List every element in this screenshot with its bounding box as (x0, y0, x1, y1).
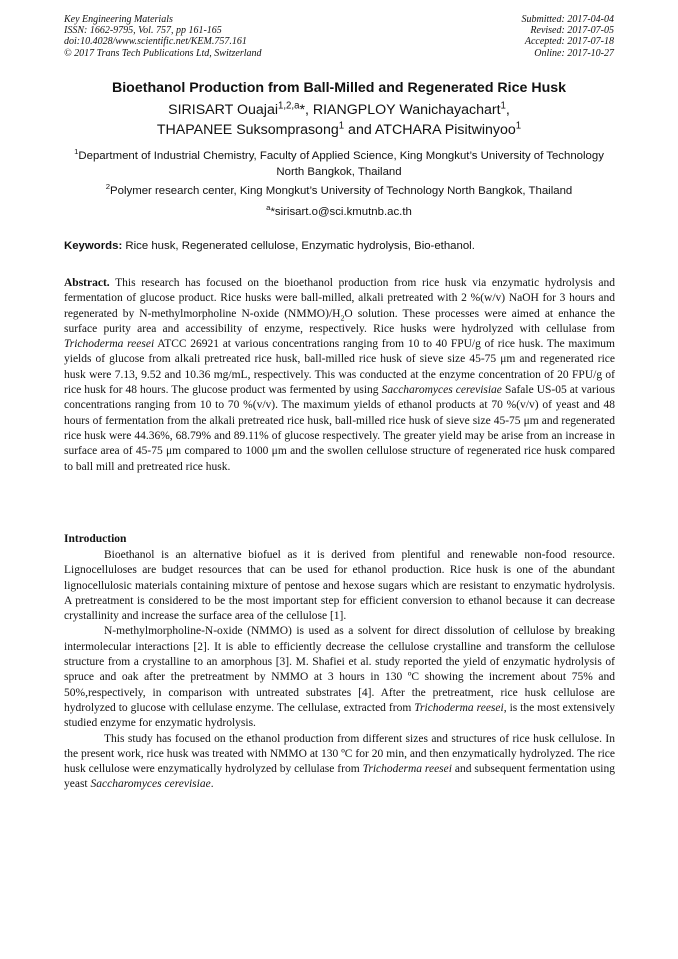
author-1-affil: 1,2,a (278, 100, 300, 112)
author-separator: , (505, 102, 510, 118)
abstract-species-2: Saccharomyces cerevisiae (381, 384, 502, 397)
author-line-1 (0, 101, 678, 121)
intro-p2-text-2: , is the most extensively studied enzyme for enzymatic hydrolysis. (64, 701, 616, 730)
corresponding-mark: *, (299, 102, 313, 118)
paper-title: Bioethanol Production from Ball-Milled and Regenerated Rice Husk (111, 80, 567, 96)
abstract-text-4: Safale US-05 at various concentrations ranging from 10 to 70 %(v/v). The maximum yields of ethanol products at 70 %(v/v) of yeast and 48 hours of fermentation from the alkali pretreated rice husk, ball-milled rice husk of sieve size 45-75 μm and regenerated rice husk were 44.36%, 68.79% and 89.11% of glucose respectively. The greater yield may be arise from an increase in surface area of 45-75 μm compared to 1000 μm and the swollen cellulose structure of regenerated rice husk compared to ball mill and pretreated rice husk. (64, 384, 615, 473)
issn-line: ISSN: 1662-9795, Vol. 757, pp 161-165 (64, 25, 222, 37)
author-4-affil: 1 (515, 119, 522, 131)
abstract-species-1: Trichoderma reesei (64, 338, 155, 351)
author-and: and (344, 121, 375, 138)
author-line-2 (0, 121, 678, 141)
doi-line[interactable]: doi:10.4028/www.scientific.net/KEM.757.161 (64, 36, 247, 48)
affiliation-2-number: 2 (105, 182, 111, 192)
keywords-label: Keywords: (64, 240, 123, 252)
revised-date: Revised: 2017-07-05 (530, 25, 614, 37)
affiliation-2-text: Polymer research center, King Mongkut’s University of Technology North Bangkok, Thailand (110, 185, 573, 197)
intro-p3-species-1: Trichoderma reesei (362, 763, 452, 776)
intro-p2-text-1: N-methylmorpholine-N-oxide (NMMO) is used as a solvent for direct dissolution of cellulose by breaking intermolecular interactions [2]. It is able to efficiently decrease the cellulose crystalline and transform the cellulose structure from a crystalline to an amorphous [3]. M. Shafiei et al. study reported the yield of enzymatic hydrolysis of spruce and oak after the pretreatment by NMMO at 3 hours in 130 ºC showing the increment about 75% and 50%,respectively, in comparison with untreated substrates [4]. After the pretreatment, rice husk cellulose are hydrolyzed to glucose with cellulase enzyme. The cellulase, extracted from (64, 625, 615, 714)
email-address[interactable]: *sirisart.o@sci.kmutnb.ac.th (270, 206, 412, 218)
accepted-date: Accepted: 2017-07-18 (524, 36, 614, 48)
affiliation-1-text: Department of Industrial Chemistry, Faculty of Applied Science, King Mongkut’s University of Technology North Bangkok, Thailand (78, 150, 604, 178)
affiliation-1 (60, 149, 618, 180)
intro-paragraph-2 (64, 624, 615, 731)
author-3-affil: 1 (338, 119, 345, 131)
keywords (64, 240, 616, 252)
abstract-text-3: ATCC 26921 at various concentrations ranging from 10 to 40 FPU/g of rice husk. The maximum yields of glucose from alkali pretreated rice husk, ball-milled rice husk of sieve size 45-75 μm and regenerated rice husk were 7.13, 9.52 and 10.36 mg/mL, respectively. This was conducted at the enzyme concentration of 20 FPU/g of rice husk for 48 hours. The glucose product was fermented by using (64, 338, 615, 397)
intro-p3-text-1: This study has focused on the ethanol production from different sizes and structures of rice husk cellulose. In the present work, rice husk was treated with NMMO at 130 ºC for 20 min, and then enzymatically hydrolyzed. The rice husk cellulose were enzymatically hydrolyzed by cellulase from (64, 732, 615, 776)
author-2-affil: 1 (500, 100, 506, 112)
intro-p3-species-2: Saccharomyces cerevisiae (90, 778, 211, 791)
abstract-text-1: This research has focused on the bioethanol production from rice husk via enzymatic hydrolysis and fermentation of glucose product. Rice husks were ball-milled, alkali pretreated with 2 %(w/v) NaOH for 3 hours and regenerated by N-methylmorpholine N-oxide (NMMO)/H (64, 277, 615, 320)
intro-paragraph-1: Bioethanol is an alternative biofuel as it is derived from plentiful and renewable non-food resource. Lignocelluloses are budget resources that can be used for ethanol production. Rice husk is one of the abundant lignocellulosic materials containing mixture of pentose and hexose sugars which are resistant to enzymatic hydrolysis. A pretreatment is considered to be the most important step for efficient conversion to ethanol because it can decrease crystallinity and increase the surface area of the cellulose [1]. (64, 549, 615, 623)
author-2: RIANGPLOY Wanichayachart (312, 102, 501, 118)
author-1: SIRISART Ouajai (168, 102, 278, 118)
email-marker: a (266, 203, 271, 213)
author-list (0, 101, 678, 140)
journal-name: Key Engineering Materials (64, 14, 173, 25)
online-date: Online: 2017-10-27 (534, 47, 614, 59)
intro-p3-text-3: . (210, 778, 214, 791)
affiliation-2 (60, 184, 618, 200)
intro-paragraph-3 (64, 732, 615, 793)
introduction-body (64, 548, 615, 793)
intro-p2-species: Trichoderma reesei (414, 701, 504, 714)
abstract-subscript: 2 (340, 312, 345, 322)
corresponding-email (0, 203, 678, 218)
journal-info (64, 14, 262, 59)
introduction-heading: Introduction (64, 533, 127, 545)
intro-p3-text-2: and subsequent fermentation using yeast (64, 763, 615, 791)
publication-dates (522, 14, 615, 59)
abstract (64, 276, 615, 475)
copyright-line: © 2017 Trans Tech Publications Ltd, Switzerland (64, 47, 262, 59)
abstract-text-2: O solution. These processes were aimed at enhance the surface purity area and accessibility of enzyme, respectively. Rice husks were hydrolyzed with cellulase from (64, 307, 615, 335)
submitted-date: Submitted: 2017-04-04 (521, 14, 614, 25)
author-3: THAPANEE Suksomprasong (156, 121, 339, 138)
author-4: ATCHARA Pisitwinyoo (374, 121, 516, 138)
keywords-text: Rice husk, Regenerated cellulose, Enzymatic hydrolysis, Bio-ethanol. (122, 240, 475, 252)
abstract-label: Abstract. (64, 277, 110, 289)
affiliation-1-number: 1 (74, 147, 79, 157)
